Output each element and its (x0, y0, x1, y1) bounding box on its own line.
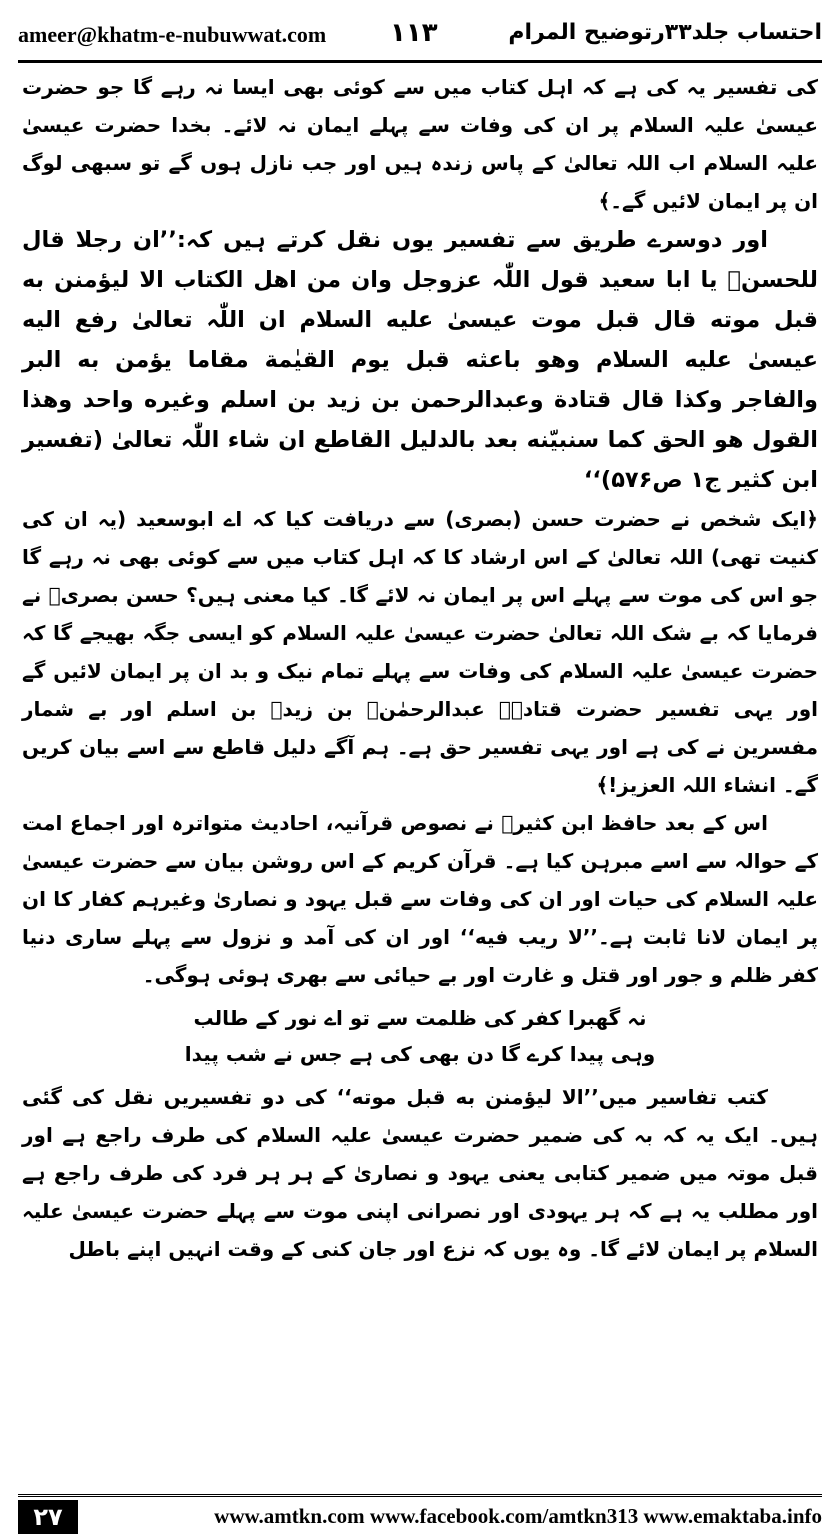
header-email: ameer@khatm-e-nubuwwat.com (18, 22, 327, 47)
page-body (22, 68, 818, 1268)
paragraph-4: اس کے بعد حافظ ابن کثیرؒ نے نصوص قرآنیہ، احادیث متواترہ اور اجماع امت کے حوالہ سے اسے مبرہن کیا ہے۔ قرآن کریم کے اس روشن بیان سے حضرت عیسیٰ علیہ السلام کی حیات اور ان کی وفات سے قبل یہود و نصاریٰ وغیرہم کفار کا ان پر ایمان لانا ثابت ہے۔’’لا ریب فیه‘‘ اور ان کی آمد و نزول سے پہلے ساری دنیا کفر ظلم و جور اور قتل و غارت اور بے حیائی سے بھری ہوئی ہوگی۔ (22, 811, 818, 987)
footer-website-links: www.amtkn.com www.facebook.com/amtkn313 www.emaktaba.info (214, 1504, 822, 1528)
footer-divider (18, 1494, 822, 1497)
page-footer (18, 1500, 822, 1534)
header-book-title: احتساب جلد۳۳رتوضیح المرام (508, 20, 822, 45)
header-divider (18, 60, 822, 63)
verse-line-2: وہی پیدا کرے گا دن بھی کی ہے جس نے شب پیدا (184, 1042, 656, 1066)
page-header (18, 14, 822, 54)
poetry-verse (22, 1000, 818, 1072)
paragraph-arabic-quote: اور دوسرے طریق سے تفسیر یوں نقل کرتے ہیں کہ:’’ان رجلا قال للحسنؒ یا ابا سعید قول اللّٰہ عزوجل وان من اهل الکتاب الا لیؤمنن به قبل موته قال قبل موت عیسیٰ علیه السلام ان اللّٰہ تعالیٰ رفع الیه عیسیٰ علیه السلام وهو باعثه قبل یوم القیٰمة مقاما یؤمن به البر والفاجر وکذا قال قتادة وعبدالرحمن بن زید بن اسلم وغیره واحد وهذا القول هو الحق کما سنبیّنه بعد بالدلیل القاطع ان شاء اللّٰہ تعالیٰ (تفسیر ابن کثیر ج۱ ص۵۷۶)‘‘ (22, 227, 818, 493)
paragraph-translation: ﴿ایک شخص نے حضرت حسن (بصری) سے دریافت کیا کہ اے ابوسعید (یہ ان کی کنیت تھی) اللہ تعالیٰ کے اس ارشاد کا کہ اہل کتاب میں سے کوئی بھی نہ رہے گا جو اس کی موت سے پہلے اس پر ایمان نہ لائے گا۔ کیا معنی ہیں؟ حسن بصریؒ نے فرمایا کہ بے شک اللہ تعالیٰ حضرت عیسیٰ علیہ السلام کو ایسی جگہ بھیجے گا کہ حضرت عیسیٰ علیہ السلام کی وفات سے پہلے تمام نیک و بد ان پر ایمان لائیں گے اور یہی تفسیر حضرت قتادہؒ عبدالرحمٰنؒ بن زیدؒ بن اسلم اور بے شمار مفسرین نے کی ہے اور یہی تفسیر حق ہے۔ ہم آگے دلیل قاطع سے اسے بیان کریں گے۔ انشاء اللہ العزیز!﴾ (22, 507, 818, 797)
paragraph-closing: کتب تفاسیر میں’’الا لیؤمنن به قبل موته‘‘ کی دو تفسیریں نقل کی گئی ہیں۔ ایک یہ کہ بہ کی ضمیر حضرت عیسیٰ علیہ السلام کی طرف راجع ہے اور قبل موتہ میں ضمیر کتابی یعنی یہود و نصاریٰ کے ہر ہر فرد کی طرف راجع ہے اور مطلب یہ ہے کہ ہر یہودی اور نصرانی اپنی موت سے پہلے حضرت عیسیٰ علیہ السلام پر ایمان لائے گا۔ وہ یوں کہ نزع اور جان کنی کے وقت انہیں اپنے باطل (22, 1085, 818, 1261)
verse-line-1: نہ گھبرا کفر کی ظلمت سے تو اے نور کے طالب (193, 1006, 647, 1030)
paragraph-1: کی تفسیر یہ کی ہے کہ اہل کتاب میں سے کوئی بھی ایسا نہ رہے گا جو حضرت عیسیٰ علیہ السلام پر ان کی وفات سے پہلے ایمان نہ لائے۔ بخدا حضرت عیسیٰ علیہ السلام اب اللہ تعالیٰ کے پاس زندہ ہیں اور جب نازل ہوں گے تو سبھی لوگ ان پر ایمان لائیں گے۔﴾ (22, 75, 818, 213)
footer-page-number: ۲۷ (18, 1500, 78, 1534)
header-page-number: ۱۱۳ (390, 18, 438, 48)
